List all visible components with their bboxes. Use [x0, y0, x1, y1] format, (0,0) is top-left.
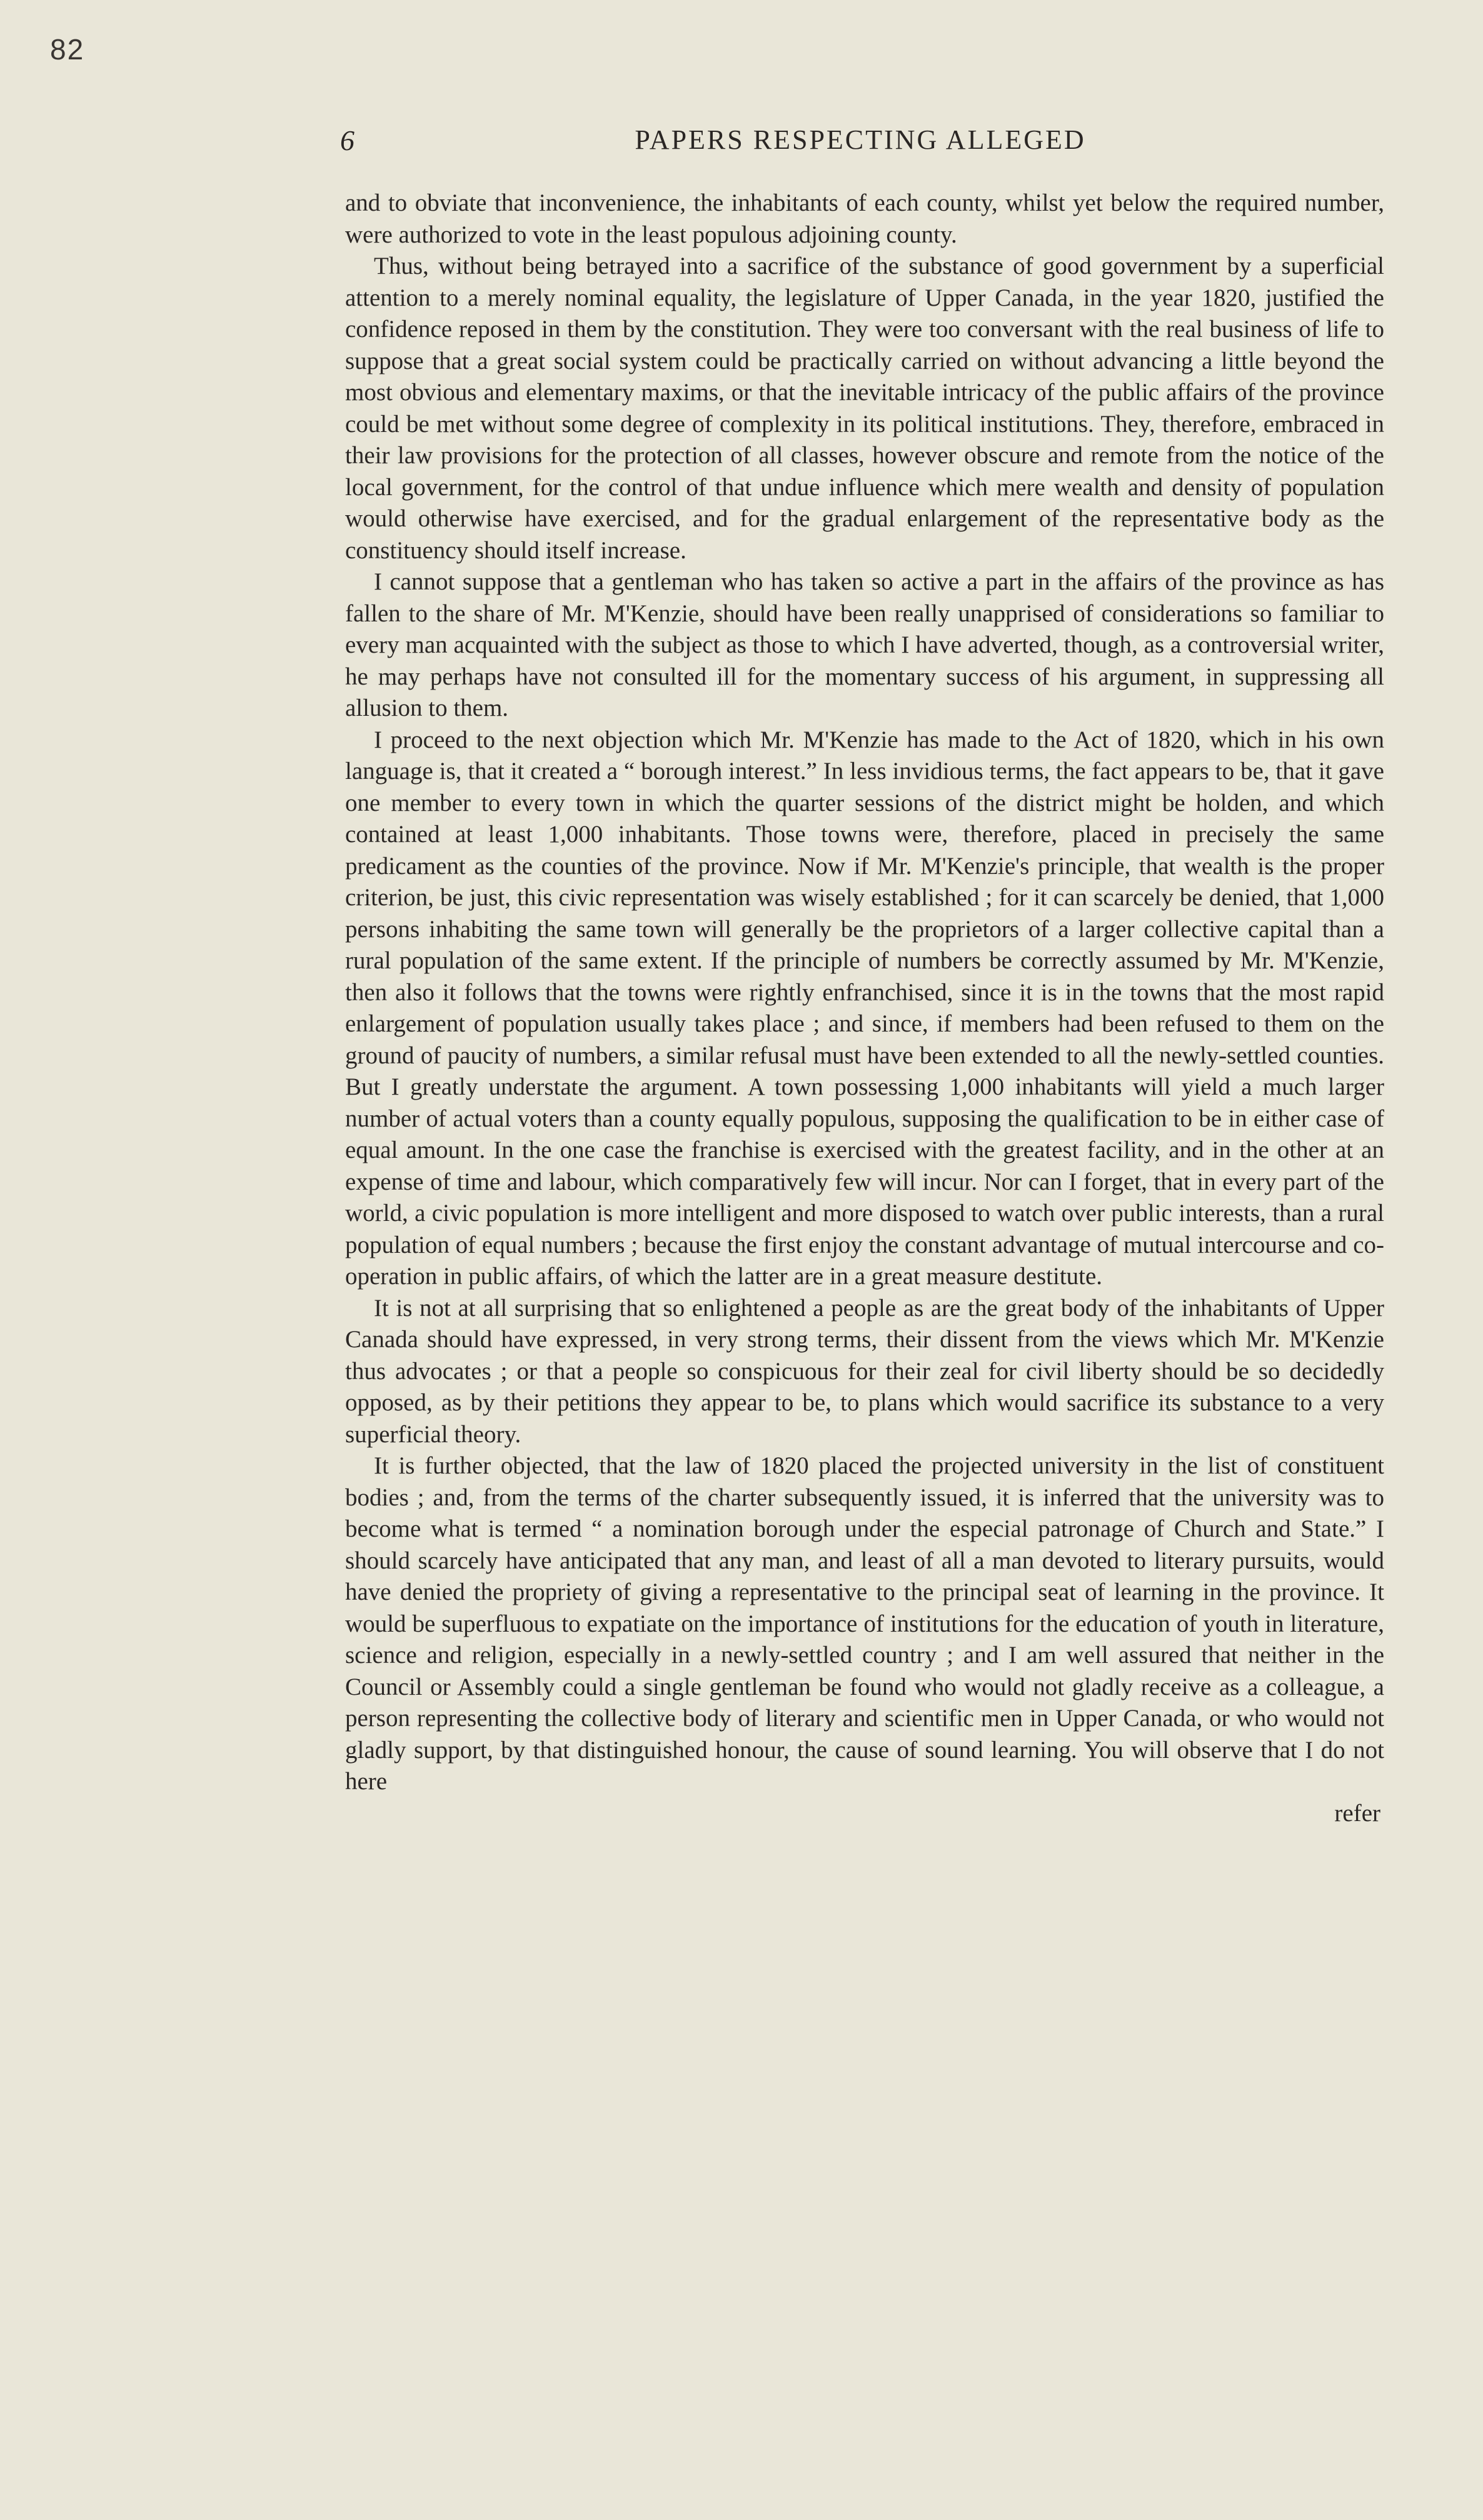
paragraph: It is not at all surprising that so enlightened a people as are the great body of the inhabitants of Upper Canada should have expressed, in very strong terms, their dissent from the views which Mr. M'Kenzie thus advocates ; or that a people so conspicuous for their zeal for civil liberty should be so decidedly opposed, as by their petitions they appear to be, to plans which would sacrifice its substance to a very superficial theory. [345, 1294, 1384, 1448]
folio-number: 6 [340, 124, 354, 156]
page-number: 82 [50, 33, 85, 66]
catchword: refer [1334, 1799, 1380, 1827]
body-text [345, 188, 1384, 1829]
paragraph: and to obviate that inconvenience, the inhabitants of each county, whilst yet below the required number, were authorized to vote in the least populous adjoining county. [345, 189, 1384, 248]
paragraph: Thus, without being betrayed into a sacrifice of the substance of good government by a superficial attention to a merely nominal equality, the legislature of Upper Canada, in the year 1820, justified the confidence reposed in them by the constitution. They were too conversant with the real business of life to suppose that a great social system could be practically carried on without advancing a little beyond the most obvious and elementary maxims, or that the inevitable intricacy of the public affairs of the province could be met without some degree of complexity in its political institutions. They, therefore, embraced in their law provisions for the protection of all classes, however obscure and remote from the notice of the local government, for the control of that undue influence which mere wealth and density of population would otherwise have exercised, and for the gradual enlargement of the representative body as the constituency should itself increase. [345, 253, 1384, 564]
paragraph: It is further objected, that the law of 1820 placed the projected university in the list of constituent bodies ; and, from the terms of the charter subsequently issued, it is inferred that the university was to become what is termed “ a nomination borough under the especial patronage of Church and State.” I should scarcely have anticipated that any man, and least of all a man devoted to literary pursuits, would have denied the propriety of giving a representative to the principal seat of learning in the province. It would be superfluous to expatiate on the importance of institutions for the education of youth in literature, science and religion, especially in a newly-settled country ; and I am well assured that neither in the Council or Assembly could a single gentleman be found who would not gladly receive as a colleague, a person representing the collective body of literary and scientific men in Upper Canada, or who would not gladly support, by that distinguished honour, the cause of sound learning. You will observe that I do not here [345, 1452, 1384, 1795]
running-title: PAPERS RESPECTING ALLEGED [635, 124, 1086, 155]
page-header [338, 124, 1383, 168]
paragraph: I proceed to the next objection which Mr. M'Kenzie has made to the Act of 1820, which in his own language is, that it created a “ borough interest.” In less invidious terms, the fact appears to be, that it gave one member to every town in which the quarter sessions of the district might be holden, and which contained at least 1,000 inhabitants. Those towns were, therefore, placed in precisely the same predicament as the counties of the province. Now if Mr. M'Kenzie's principle, that wealth is the proper criterion, be just, this civic representation was wisely established ; for it can scarcely be denied, that 1,000 persons inhabiting the same town will generally be the proprietors of a larger collective capital than a rural population of the same extent. If the principle of numbers be correctly assumed by Mr. M'Kenzie, then also it follows that the towns were rightly enfranchised, since it is in the towns that the most rapid enlargement of population usually takes place ; and since, if members had been refused to them on the ground of paucity of numbers, a similar refusal must have been extended to all the newly-settled counties. But I greatly understate the argument. A town possessing 1,000 inhabitants will yield a much larger number of actual voters than a county equally populous, supposing the qualification to be in either case of equal amount. In the one case the franchise is exercised with the greatest facility, and in the other at an expense of time and labour, which comparatively few will incur. Nor can I forget, that in every part of the world, a civic population is more intelligent and more disposed to watch over public interests, than a rural population of equal numbers ; because the first enjoy the constant advantage of mutual intercourse and co-operation in public affairs, of which the latter are in a great measure destitute. [345, 726, 1384, 1290]
paragraph: I cannot suppose that a gentleman who has taken so active a part in the affairs of the province as has fallen to the share of Mr. M'Kenzie, should have been really unapprised of considerations so familiar to every man acquainted with the subject as those to which I have adverted, though, as a controversial writer, he may perhaps have not consulted ill for the momentary success of his argument, in suppressing all allusion to them. [345, 568, 1384, 721]
